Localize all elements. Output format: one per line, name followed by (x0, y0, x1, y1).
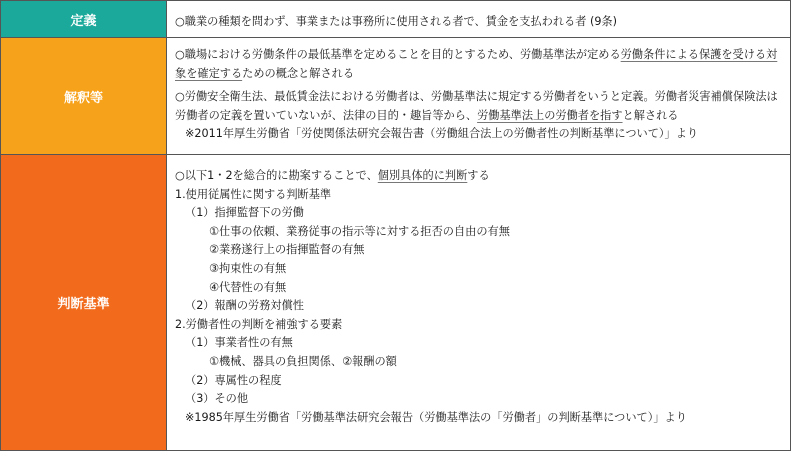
criteria-subitem-1-1-1: ①仕事の依頼、業務従事の指示等に対する拒否の自由の有無 (209, 224, 510, 238)
interpretation-cell (167, 38, 791, 155)
definition-text: ○職業の種類を問わず、事業または事務所に使用される者で、賃金を支払われる者 (9条) (175, 14, 617, 28)
definition-header: 定義 (1, 1, 167, 38)
interpretation-p1-underlined: 労働条件による保護を受ける対象を確定する (175, 48, 778, 80)
criteria-subitem-1-1-4: ④代替性の有無 (209, 280, 287, 294)
interpretation-header: 解釈等 (1, 38, 167, 155)
criteria-item-2-1: （1）事業者性の有無 (185, 336, 293, 350)
interpretation-p2-text-end: と解される (622, 108, 679, 122)
interpretation-paragraph-1 (175, 46, 784, 83)
criteria-subitem-2-1-1: ①機械、器具の負担関係、②報酬の額 (209, 354, 397, 368)
criteria-section-1: 1.使用従属性に関する判断基準 (175, 187, 332, 201)
interpretation-p2-underlined: 労働基準法上の労働者を指す (477, 108, 623, 122)
criteria-source-note: ※1985年厚生労働省「労働基準法研究会報告（労働基準法の「労働者」の判断基準について）」より (185, 410, 687, 424)
criteria-intro (175, 167, 784, 186)
criteria-subitem-1-1-3: ③拘束性の有無 (209, 261, 287, 275)
interpretation-p1-text-end: ための概念と解される (242, 66, 355, 80)
criteria-item-1-2: （2）報酬の労務対償性 (185, 299, 304, 313)
interpretation-p2-text: ○労働安全衛生法、最低賃金法における労働者は、労働基準法に規定する労働者をいうと定義。労働者災害補償保険法は労働者の定義を置いていないが、法律の目的・趣旨等から、 (175, 90, 778, 122)
criteria-subitem-1-1-2: ②業務遂行上の指揮監督の有無 (209, 243, 365, 257)
criteria-intro-text: ○以下1・2を総合的に勘案することで、 (175, 169, 378, 182)
interpretation-paragraph-2 (175, 88, 784, 125)
criteria-section-2: 2.労働者性の判断を補強する要素 (175, 317, 343, 331)
criteria-item-2-3: （3）その他 (185, 392, 249, 406)
criteria-header: 判断基準 (1, 155, 167, 451)
definition-cell (167, 1, 791, 38)
criteria-intro-underlined: 個別具体的に判断 (377, 169, 468, 182)
criteria-item-2-2: （2）専属性の程度 (185, 373, 282, 387)
criteria-item-1-1: （1）指揮監督下の労働 (185, 206, 304, 220)
criteria-intro-text-end: する (467, 169, 490, 182)
interpretation-source-note: ※2011年厚生労働省「労使関係法研究会報告書（労働組合法上の労働者性の判断基準について）」より (185, 127, 699, 141)
criteria-cell (167, 155, 791, 451)
interpretation-p1-text: ○職場における労働条件の最低基準を定めることを目的とするため、労働基準法が定める (175, 48, 621, 61)
